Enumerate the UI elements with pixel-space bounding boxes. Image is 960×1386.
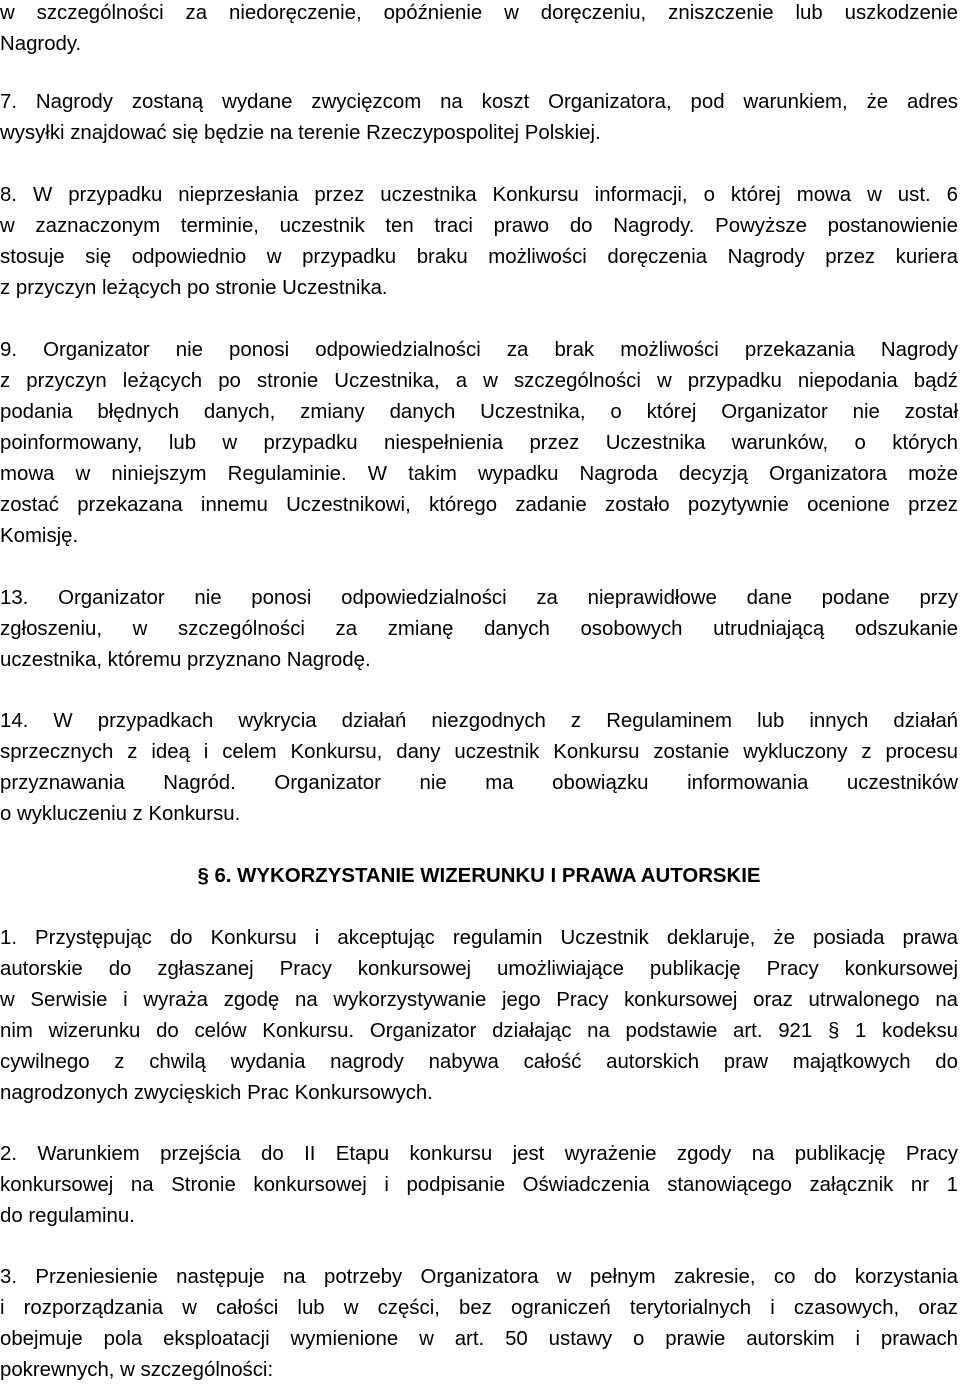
text-line: konkursowej na Stronie konkursowej i podpisanie Oświadczenia stanowiącego załącznik nr 1 (0, 1174, 958, 1196)
text-line: z przyczyn leżących po stronie Uczestnika, a w szczególności w przypadku niepodania bądź (0, 370, 958, 392)
text-line: i rozporządzania w całości lub w części, bez ograniczeń terytorialnych i czasowych, oraz (0, 1297, 958, 1319)
section-6-paragraph-3 (0, 1262, 958, 1386)
text-line: przyznawania Nagród. Organizator nie ma obowiązku informowania uczestników (0, 772, 958, 794)
text-line: w szczególności za niedoręczenie, opóźnienie w doręczeniu, zniszczenie lub uszkodzenie (0, 2, 958, 24)
paragraph-intro (0, 0, 958, 60)
text-line: zostać przekazana innemu Uczestnikowi, którego zadanie zostało pozytywnie ocenione przez (0, 494, 958, 516)
text-line: 9. Organizator nie ponosi odpowiedzialności za brak możliwości przekazania Nagrody (0, 339, 958, 361)
text-line: z przyczyn leżących po stronie Uczestnika. (0, 277, 388, 299)
text-line: wysyłki znajdować się będzie na terenie Rzeczypospolitej Polskiej. (0, 122, 601, 144)
paragraph-7 (0, 87, 958, 149)
text-line: zgłoszeniu, w szczególności za zmianę danych osobowych utrudniającą odszukanie (0, 618, 958, 640)
text-line: 7. Nagrody zostaną wydane zwycięzcom na koszt Organizatora, pod warunkiem, że adres (0, 91, 958, 113)
section-heading: § 6. WYKORZYSTANIE WIZERUNKU I PRAWA AUTORSKIE (197, 865, 761, 887)
text-line: 8. W przypadku nieprzesłania przez uczestnika Konkursu informacji, o której mowa w ust. 6 (0, 184, 958, 206)
paragraph-9 (0, 335, 958, 552)
text-line: pokrewnych, w szczególności: (0, 1359, 274, 1381)
paragraph-14 (0, 706, 958, 830)
paragraph-13 (0, 583, 958, 676)
text-line: autorskie do zgłaszanej Pracy konkursowej umożliwiające publikację Pracy konkursowej (0, 958, 958, 980)
section-6-paragraph-1 (0, 923, 958, 1109)
section-6-paragraph-2 (0, 1139, 958, 1232)
text-line: cywilnego z chwilą wydania nagrody nabywa całość autorskich praw majątkowych do (0, 1051, 958, 1073)
text-line: 1. Przystępując do Konkursu i akceptując regulamin Uczestnik deklaruje, że posiada prawa (0, 927, 958, 949)
text-line: obejmuje pola eksploatacji wymienione w art. 50 ustawy o prawie autorskim i prawach (0, 1328, 958, 1350)
text-line: 3. Przeniesienie następuje na potrzeby Organizatora w pełnym zakresie, co do korzystania (0, 1266, 958, 1288)
text-line: Komisję. (0, 525, 79, 547)
text-line: poinformowany, lub w przypadku niespełnienia przez Uczestnika warunków, o których (0, 432, 958, 454)
text-line: mowa w niniejszym Regulaminie. W takim wypadku Nagroda decyzją Organizatora może (0, 463, 958, 485)
text-line: o wykluczeniu z Konkursu. (0, 803, 241, 825)
paragraph-8 (0, 180, 958, 304)
text-line: 2. Warunkiem przejścia do II Etapu konkursu jest wyrażenie zgody na publikację Pracy (0, 1143, 958, 1165)
text-line: 14. W przypadkach wykrycia działań niezgodnych z Regulaminem lub innych działań (0, 710, 958, 732)
text-line: Nagrody. (0, 33, 82, 55)
text-line: podania błędnych danych, zmiany danych Uczestnika, o której Organizator nie został (0, 401, 958, 423)
text-line: w zaznaczonym terminie, uczestnik ten traci prawo do Nagrody. Powyższe postanowienie (0, 215, 958, 237)
text-line: 13. Organizator nie ponosi odpowiedzialności za nieprawidłowe dane podane przy (0, 587, 958, 609)
text-line: stosuje się odpowiednio w przypadku braku możliwości doręczenia Nagrody przez kuriera (0, 246, 958, 268)
text-line: do regulaminu. (0, 1205, 135, 1227)
text-line: w Serwisie i wyraża zgodę na wykorzystywanie jego Pracy konkursowej oraz utrwalonego na (0, 989, 958, 1011)
text-line: nim wizerunku do celów Konkursu. Organizator działając na podstawie art. 921 § 1 kodeksu (0, 1020, 958, 1042)
text-line: sprzecznych z ideą i celem Konkursu, dany uczestnik Konkursu zostanie wykluczony z procesu (0, 741, 958, 763)
text-line: uczestnika, któremu przyznano Nagrodę. (0, 649, 371, 671)
text-line: nagrodzonych zwycięskich Prac Konkursowych. (0, 1082, 433, 1104)
